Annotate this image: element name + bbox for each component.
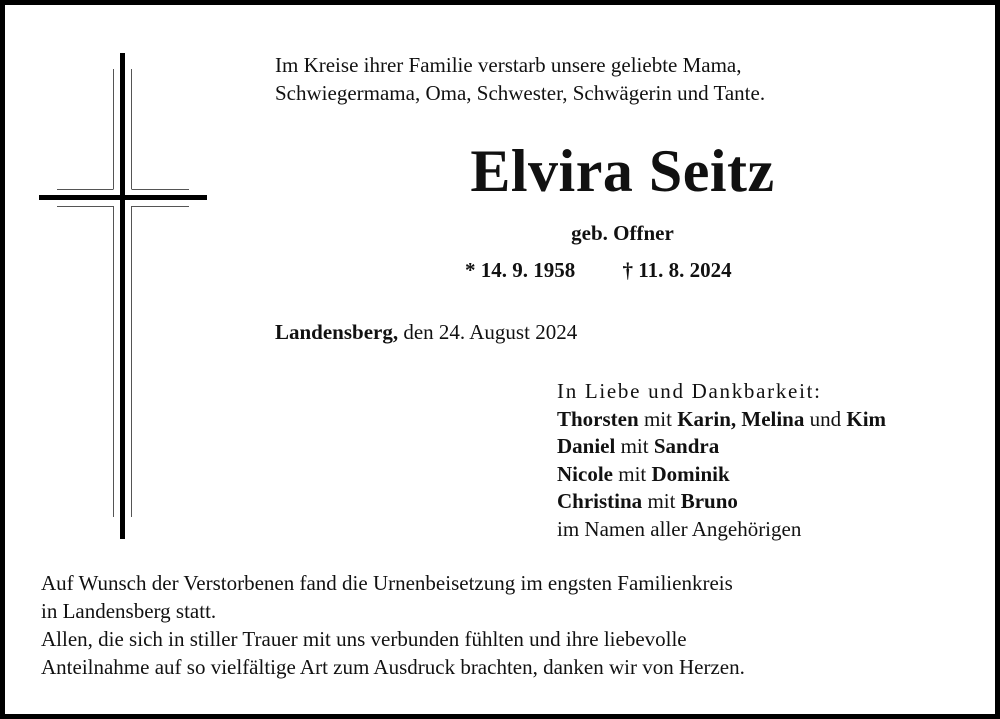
footer-line: Auf Wunsch der Verstorbenen fand die Urnenbeisetzung im engsten Familienkreis [41, 571, 733, 595]
intro-text [275, 51, 975, 107]
life-dates [465, 258, 732, 283]
mourner-name: Sandra [653, 434, 720, 458]
mourner-row [557, 406, 886, 434]
mourner-connector: mit [615, 434, 654, 458]
mourner-name: Christina [557, 489, 643, 513]
footer-line: Allen, die sich in stiller Trauer mit uns verbunden fühlten und ihre liebevolle [41, 627, 687, 651]
place-name: Landensberg, [275, 320, 399, 344]
maiden-name: geb. Offner [571, 221, 674, 245]
footer-line: Anteilnahme auf so vielfältige Art zum Ausdruck brachten, danken wir von Herzen. [41, 655, 745, 679]
mourner-row [557, 461, 886, 489]
place-and-date [275, 320, 577, 345]
death-date: † 11. 8. 2024 [622, 258, 732, 282]
mourner-row [557, 433, 886, 461]
mourner-name: Daniel [557, 434, 616, 458]
intro-line: Im Kreise ihrer Familie verstarb unsere geliebte Mama, [275, 53, 742, 77]
notice-date: den 24. August 2024 [398, 320, 578, 344]
intro-line: Schwiegermama, Oma, Schwester, Schwägerin und Tante. [275, 81, 766, 105]
obituary-notice [5, 5, 995, 714]
mourner-row [557, 488, 886, 516]
mourner-connector: und [804, 406, 847, 431]
cross-icon [39, 53, 207, 539]
mourner-name: Nicole [557, 461, 613, 486]
mourners-closing: im Namen aller Angehörigen [557, 516, 802, 541]
mourner-name: Dominik [651, 461, 730, 486]
mourner-list [557, 406, 886, 516]
mourners-heading: In Liebe und Dankbarkeit: [557, 379, 822, 403]
mourners-block [557, 378, 886, 543]
mourner-connector: mit [642, 489, 681, 513]
mourner-name: Kim [846, 406, 887, 431]
birth-date: * 14. 9. 1958 [465, 258, 576, 282]
mourner-name: Thorsten [557, 406, 639, 431]
footer-line: in Landensberg statt. [41, 599, 217, 623]
thank-you-text [41, 569, 981, 681]
mourner-connector: mit [612, 461, 652, 486]
mourner-connector: mit [638, 406, 678, 431]
mourner-name: Bruno [680, 489, 738, 513]
mourner-name: Karin, Melina [677, 406, 805, 431]
deceased-name: Elvira Seitz [470, 138, 775, 204]
